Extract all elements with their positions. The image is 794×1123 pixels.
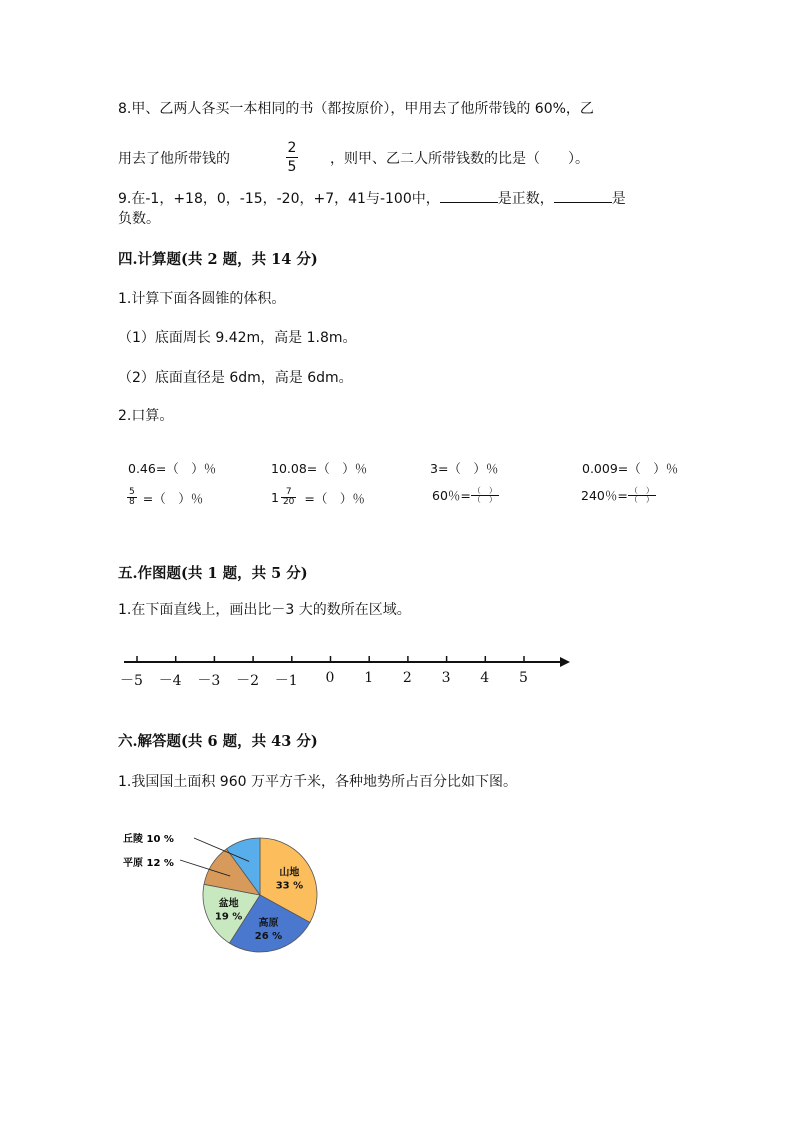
slice-category-label: 高原 (258, 918, 279, 930)
calc-r1-b: 10.08=（ ）％ (271, 461, 368, 476)
slice-category-label: 山地 (279, 867, 300, 879)
q8-frac-bar (286, 157, 298, 158)
calc-r2-c-num: （ ） (472, 485, 497, 495)
number-line-arrow-icon (560, 657, 570, 667)
calc-r2-c-den: （ ） (472, 494, 497, 504)
sec4-q1a: （1）底面周长 9.42m，高是 1.8m。 (118, 330, 357, 346)
calc-r2-c (432, 486, 499, 504)
calc-r2-b-whole: 1 (271, 490, 279, 505)
calc-r2-d-num: （ ） (629, 485, 654, 495)
calc-r2-a-den: 8 (129, 497, 135, 507)
outside-label-hills: 丘陵 10 % (123, 834, 174, 845)
tick-label: －2 (236, 673, 260, 689)
q9-blank-positive[interactable] (440, 190, 498, 203)
calc-r2-b-post: =（ ）％ (304, 490, 365, 506)
sec4-q2: 2.口算。 (118, 408, 174, 424)
calc-r2-a-num: 5 (129, 487, 135, 497)
calc-r2-d-frac (628, 487, 656, 504)
q8-frac-den: 5 (287, 159, 297, 175)
outside-label-plain: 平原 12 % (123, 858, 174, 869)
tick-label: 1 (364, 670, 374, 686)
calc-r1-d: 0.009=（ ）％ (582, 461, 679, 476)
calc-r2-a-frac (127, 488, 137, 507)
calc-r2-d-den: （ ） (629, 494, 654, 504)
q8-frac-num: 2 (287, 140, 297, 156)
calc-r2-c-pre: 60％= (432, 488, 471, 503)
calc-r2-b (271, 488, 365, 507)
slice-percent-label: 19 % (214, 911, 243, 923)
tick-label: 0 (325, 670, 335, 686)
q9-text-b: 是正数， (497, 191, 554, 207)
q9-text-a: 9.在-1，+18，0，-15，-20，+7，41与-100中， (118, 191, 440, 207)
q8-line2-pre: 用去了他所带钱的 (118, 151, 230, 167)
tick-label: －3 (197, 673, 221, 689)
slice-percent-label: 33 % (275, 880, 304, 892)
tick-label: 5 (519, 670, 528, 686)
calc-r2-a (127, 488, 203, 507)
calc-r2-a-post: =（ ）％ (142, 490, 204, 506)
calc-r1-c: 3=（ ）％ (430, 461, 499, 476)
tick-label: －5 (120, 673, 143, 689)
calc-r2-b-den: 20 (282, 497, 295, 507)
calc-r2-b-frac (281, 488, 296, 507)
tick-label: 2 (402, 670, 412, 686)
tick-label: －1 (274, 673, 298, 689)
section-5-title: 五.作图题(共 1 题，共 5 分) (118, 565, 308, 582)
sec4-q1: 1.计算下面各圆锥的体积。 (118, 291, 286, 307)
terrain-pie-chart (118, 820, 338, 960)
sec6-q1: 1.我国国土面积 960 万平方千米，各种地势所占百分比如下图。 (118, 774, 517, 790)
calc-r1-a: 0.46=（ ）％ (128, 461, 217, 476)
calc-r2-d-pre: 240％= (581, 488, 628, 503)
q9-line2: 负数。 (118, 211, 160, 227)
calc-r2-b-num: 7 (285, 487, 292, 497)
slice-category-label: 盆地 (218, 898, 239, 910)
section-4-title: 四.计算题(共 2 题，共 14 分) (118, 251, 318, 268)
calc-r2-c-frac (471, 487, 499, 504)
calc-r2-d (581, 486, 656, 504)
q9-blank-negative[interactable] (554, 190, 612, 203)
q8-line1: 8.甲、乙两人各买一本相同的书（都按原价），甲用去了他所带钱的 60%，乙 (118, 101, 594, 117)
section-6-title: 六.解答题(共 6 题，共 43 分) (118, 733, 318, 750)
slice-percent-label: 26 % (254, 931, 283, 943)
q9-text-c: 是 (611, 191, 626, 207)
tick-label: －4 (158, 673, 182, 689)
tick-label: 4 (480, 670, 490, 686)
number-line[interactable] (120, 650, 580, 674)
tick-label: 3 (441, 670, 451, 686)
sec4-q1b: （2）底面直径是 6dm，高是 6dm。 (118, 370, 353, 386)
q9-line1 (118, 188, 626, 208)
q8-fraction (286, 140, 298, 175)
q8-line2-post: ，则甲、乙二人所带钱数的比是（ ）。 (330, 151, 589, 167)
sec5-q1: 1.在下面直线上，画出比－3 大的数所在区域。 (118, 602, 411, 618)
